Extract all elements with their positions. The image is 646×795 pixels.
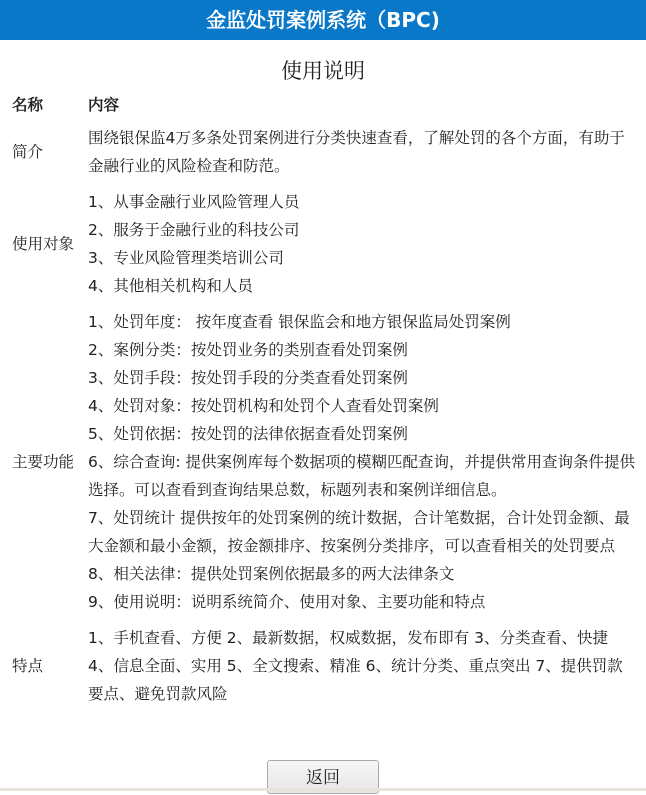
page-title: 使用说明	[281, 59, 365, 83]
content-line: 4、处罚对象：按处罚机构和处罚个人查看处罚案例	[88, 397, 439, 415]
content-line: 3、处罚手段：按处罚手段的分类查看处罚案例	[88, 369, 408, 387]
row-content	[88, 620, 642, 712]
table-row	[8, 120, 642, 184]
row-name: 特点	[12, 657, 44, 675]
row-name: 简介	[12, 143, 44, 161]
content-line: 5、处罚依据：按处罚的法律依据查看处罚案例	[88, 425, 408, 443]
content-line: 2、案例分类：按处罚业务的类别查看处罚案例	[88, 341, 408, 359]
column-header-content: 内容	[88, 96, 120, 114]
content-line: 6、综合查询: 提供案例库每个数据项的模糊匹配查询，并提供常用查询条件提供选择。可以查看到查询结果总数，标题列表和案例详细信息。	[88, 453, 636, 499]
app-header	[0, 0, 646, 40]
back-button[interactable]: 返回	[267, 760, 379, 794]
table-row	[8, 304, 642, 620]
row-name: 主要功能	[12, 453, 75, 471]
content-line: 3、专业风险管理类培训公司	[88, 249, 284, 267]
row-name: 使用对象	[12, 235, 75, 253]
content-line: 8、相关法律：提供处罚案例依据最多的两大法律条文	[88, 565, 455, 583]
row-content	[88, 304, 642, 620]
content-line: 7、处罚统计 提供按年的处罚案例的统计数据，合计笔数据，合计处罚金额、最大金额和最小金额，按金额排序、按案例分类排序，可以查看相关的处罚要点	[88, 509, 630, 555]
table-row	[8, 620, 642, 712]
content-line: 围绕银保监4万多条处罚案例进行分类快速查看，了解处罚的各个方面，有助于金融行业的风险检查和防范。	[88, 129, 625, 175]
content-line: 1、手机查看、方便 2、最新数据，权威数据，发布即有 3、分类查看、快捷 4、信息全面、实用 5、全文搜索、精准 6、统计分类、重点突出 7、提供罚款要点、避免罚款风险	[88, 629, 623, 703]
content-line: 1、从事金融行业风险管理人员	[88, 193, 300, 211]
content-line: 9、使用说明：说明系统简介、使用对象、主要功能和特点	[88, 593, 486, 611]
column-header-name: 名称	[12, 96, 44, 114]
table-row	[8, 184, 642, 304]
content-line: 1、处罚年度： 按年度查看 银保监会和地方银保监局处罚案例	[88, 313, 511, 331]
app-title: 金监处罚案例系统（BPC)	[206, 8, 440, 32]
table-header-row	[8, 90, 642, 120]
content-line: 4、其他相关机构和人员	[88, 277, 253, 295]
content-line: 2、服务于金融行业的科技公司	[88, 221, 300, 239]
row-content	[88, 184, 642, 304]
instructions-table	[8, 90, 642, 712]
row-content	[88, 120, 642, 184]
